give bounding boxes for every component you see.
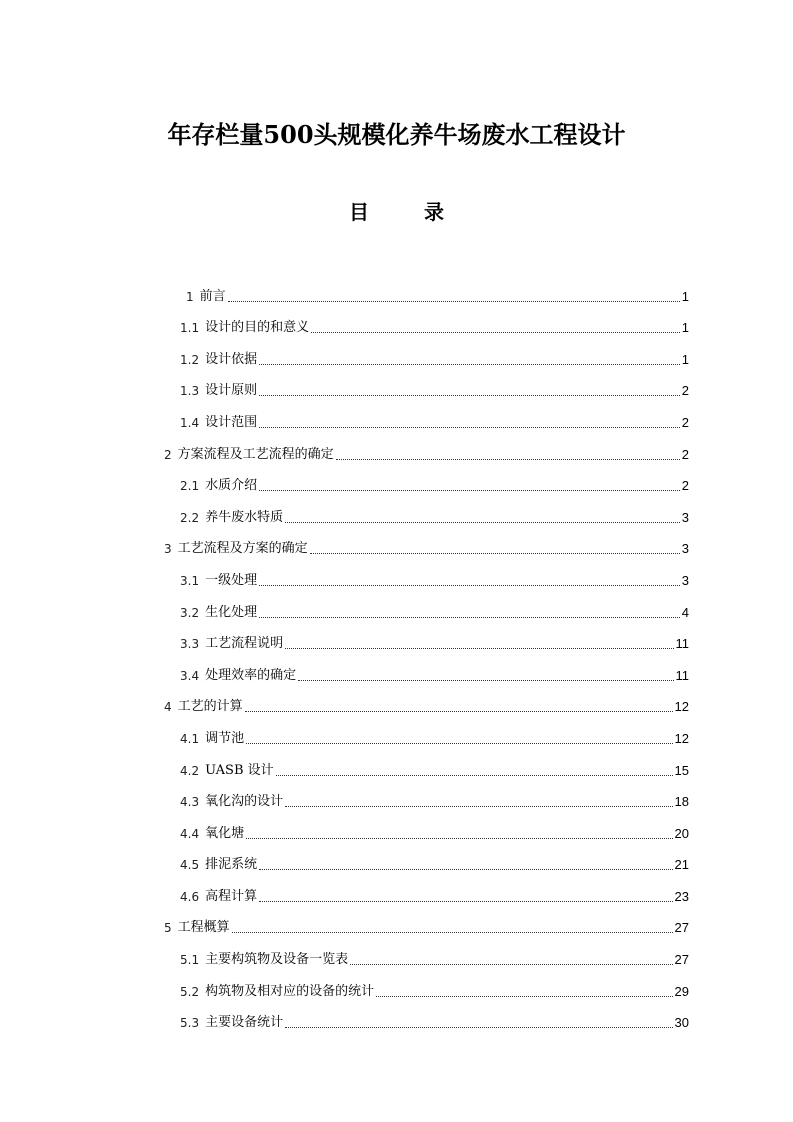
toc-entry-page-number: 15 — [674, 762, 689, 778]
table-of-contents — [0, 274, 793, 1032]
toc-entry-title: 氧化沟的设计 — [205, 794, 284, 810]
toc-entry-page-number: 3 — [681, 509, 689, 525]
toc-heading: 目 录 — [349, 200, 468, 224]
toc-entry-number: 3.2 — [180, 605, 200, 620]
toc-entry-title: 构筑物及相对应的设备的统计 — [205, 983, 375, 999]
toc-dot-leader — [228, 300, 680, 302]
toc-entry-title: 调节池 — [205, 730, 245, 746]
toc-entry-title: 高程计算 — [205, 888, 258, 904]
toc-dot-leader — [298, 679, 673, 681]
toc-entry-page-number: 3 — [681, 572, 689, 588]
toc-entry[interactable] — [0, 432, 793, 464]
toc-entry[interactable] — [0, 937, 793, 969]
toc-entry[interactable] — [0, 906, 793, 938]
toc-entry-page-number: 2 — [681, 414, 689, 430]
toc-entry-page-number: 21 — [674, 857, 689, 873]
toc-entry[interactable] — [0, 558, 793, 590]
toc-entry-page-number: 11 — [675, 667, 689, 683]
toc-entry-title: 排泥系统 — [205, 857, 258, 873]
toc-dot-leader — [336, 458, 680, 460]
toc-entry-page-number: 27 — [674, 920, 689, 936]
toc-entry-title: 工艺流程及方案的确定 — [177, 541, 308, 557]
toc-entry-number: 4.4 — [180, 826, 200, 841]
toc-entry-title: 前言 — [199, 288, 226, 304]
toc-entry-number: 4.5 — [180, 858, 200, 873]
toc-entry-number: 2.2 — [180, 510, 200, 525]
toc-entry-number: 3 — [164, 542, 172, 557]
toc-entry-page-number: 2 — [681, 478, 689, 494]
toc-entry-title: UASB 设计 — [205, 762, 274, 778]
toc-entry-number: 1.3 — [180, 384, 200, 399]
toc-entry-title: 设计原则 — [205, 383, 258, 399]
toc-entry-number: 3.4 — [180, 668, 200, 683]
toc-dot-leader — [276, 774, 673, 776]
toc-entry-title: 一级处理 — [205, 572, 258, 588]
toc-entry-page-number: 2 — [681, 383, 689, 399]
toc-entry-number: 4 — [164, 700, 172, 715]
toc-entry-page-number: 1 — [681, 288, 689, 304]
toc-entry-page-number: 20 — [674, 825, 689, 841]
toc-entry-title: 设计依据 — [205, 351, 258, 367]
toc-dot-leader — [259, 868, 672, 870]
toc-entry[interactable] — [0, 527, 793, 559]
toc-entry[interactable] — [0, 306, 793, 338]
toc-entry[interactable] — [0, 780, 793, 812]
toc-dot-leader — [311, 331, 680, 333]
toc-entry[interactable] — [0, 1001, 793, 1033]
toc-entry[interactable] — [0, 843, 793, 875]
toc-entry-title: 养牛废水特质 — [205, 509, 284, 525]
toc-entry-number: 4.1 — [180, 731, 200, 746]
toc-entry-page-number: 3 — [681, 541, 689, 557]
toc-dot-leader — [285, 1026, 672, 1028]
toc-entry-page-number: 12 — [674, 699, 689, 715]
toc-entry-title: 主要设备统计 — [205, 1015, 284, 1031]
toc-entry-number: 1.2 — [180, 352, 200, 367]
toc-dot-leader — [285, 805, 672, 807]
toc-entry-page-number: 12 — [674, 730, 689, 746]
toc-entry[interactable] — [0, 337, 793, 369]
toc-dot-leader — [246, 742, 672, 744]
toc-dot-leader — [310, 552, 680, 554]
toc-entry-number: 2 — [164, 447, 172, 462]
toc-entry[interactable] — [0, 464, 793, 496]
toc-entry-page-number: 11 — [675, 636, 689, 652]
toc-entry-page-number: 18 — [674, 794, 689, 810]
document-title: 年存栏量500头规模化养牛场废水工程设计 — [167, 120, 626, 149]
toc-entry-number: 1 — [186, 289, 194, 304]
toc-entry[interactable] — [0, 716, 793, 748]
toc-entry-title: 处理效率的确定 — [205, 667, 297, 683]
toc-dot-leader — [259, 584, 680, 586]
toc-entry-title: 工艺的计算 — [177, 699, 243, 715]
toc-entry[interactable] — [0, 495, 793, 527]
toc-entry[interactable] — [0, 590, 793, 622]
toc-entry-number: 4.6 — [180, 889, 200, 904]
toc-entry-title: 设计范围 — [205, 414, 258, 430]
toc-entry-number: 4.3 — [180, 795, 200, 810]
toc-entry-title: 设计的目的和意义 — [205, 320, 310, 336]
toc-entry-title: 主要构筑物及设备一览表 — [205, 952, 349, 968]
toc-dot-leader — [232, 931, 673, 933]
toc-dot-leader — [259, 363, 680, 365]
toc-entry-number: 5.3 — [180, 1016, 200, 1031]
toc-entry[interactable] — [0, 969, 793, 1001]
toc-dot-leader — [259, 426, 680, 428]
toc-entry-title: 水质介绍 — [205, 478, 258, 494]
toc-entry-number: 4.2 — [180, 763, 200, 778]
toc-entry[interactable] — [0, 685, 793, 717]
toc-dot-leader — [376, 995, 672, 997]
toc-dot-leader — [259, 489, 680, 491]
toc-entry-page-number: 27 — [674, 952, 689, 968]
toc-dot-leader — [245, 710, 673, 712]
toc-entry-number: 5 — [164, 921, 172, 936]
toc-entry-number: 2.1 — [180, 479, 200, 494]
toc-entry-title: 方案流程及工艺流程的确定 — [177, 446, 334, 462]
toc-entry-title: 工艺流程说明 — [205, 636, 284, 652]
toc-dot-leader — [259, 394, 680, 396]
toc-entry[interactable] — [0, 369, 793, 401]
toc-entry[interactable] — [0, 653, 793, 685]
toc-entry-page-number: 30 — [674, 1015, 689, 1031]
toc-dot-leader — [246, 837, 672, 839]
toc-dot-leader — [285, 521, 680, 523]
toc-entry-page-number: 29 — [674, 983, 689, 999]
toc-entry-page-number: 2 — [681, 446, 689, 462]
toc-entry[interactable] — [0, 622, 793, 654]
toc-entry[interactable] — [0, 874, 793, 906]
toc-entry-title: 生化处理 — [205, 604, 258, 620]
toc-dot-leader — [259, 616, 680, 618]
toc-entry-number: 3.3 — [180, 637, 200, 652]
toc-entry-number: 3.1 — [180, 573, 200, 588]
toc-entry[interactable] — [0, 748, 793, 780]
toc-entry-number: 1.4 — [180, 415, 200, 430]
toc-entry-title: 工程概算 — [177, 920, 230, 936]
toc-dot-leader — [259, 900, 672, 902]
toc-entry-page-number: 1 — [681, 320, 689, 336]
toc-dot-leader — [350, 963, 672, 965]
toc-entry[interactable] — [0, 811, 793, 843]
toc-entry-number: 5.2 — [180, 984, 200, 999]
toc-entry-title: 氧化塘 — [205, 825, 245, 841]
toc-entry-page-number: 1 — [681, 351, 689, 367]
toc-entry[interactable] — [0, 274, 793, 306]
toc-entry-page-number: 4 — [681, 604, 689, 620]
toc-entry-number: 1.1 — [180, 321, 200, 336]
toc-entry[interactable] — [0, 400, 793, 432]
toc-entry-page-number: 23 — [674, 888, 689, 904]
toc-dot-leader — [285, 647, 673, 649]
toc-entry-number: 5.1 — [180, 953, 200, 968]
